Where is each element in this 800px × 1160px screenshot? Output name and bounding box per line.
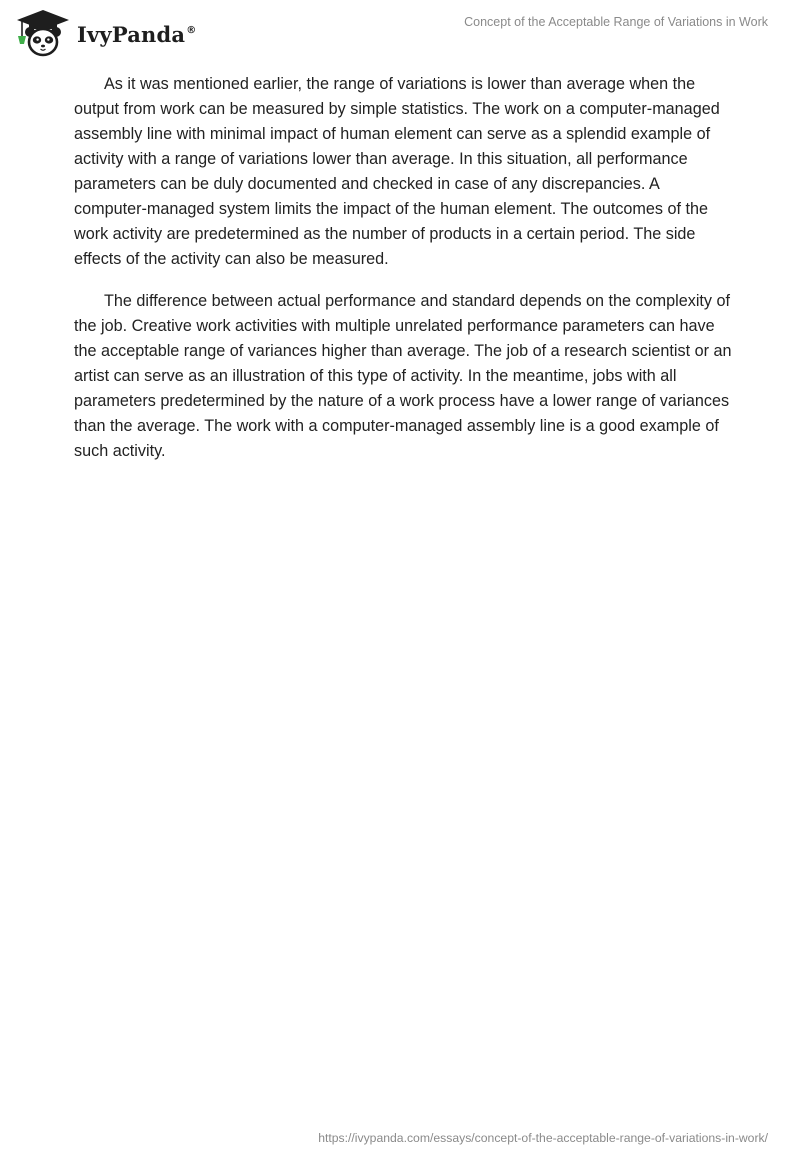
- source-url-link[interactable]: https://ivypanda.com/essays/concept-of-the-acceptable-range-of-variations-in-work/: [318, 1131, 768, 1145]
- paragraph: As it was mentioned earlier, the range of variations is lower than average when the output from work can be measured by simple statistics. The work on a computer-managed assembly line with minimal impact of human element can serve as a splendid example of activity with a range of variations lower than average. In this situation, all performance parameters can be duly documented and checked in case of any discrepancies. A computer-managed system limits the impact of the human element. The outcomes of the work activity are predetermined as the number of products in a certain period. The side effects of the activity can also be measured.: [74, 75, 720, 268]
- registered-mark: ®: [186, 24, 197, 36]
- brand-name: [77, 22, 196, 47]
- paragraph: The difference between actual performance and standard depends on the complexity of the job. Creative work activities with multiple unrelated performance parameters can have the acceptable range of variances higher than average. The job of a research scientist or an artist can serve as an illustration of this type of activity. In the meantime, jobs with all parameters predetermined by the nature of a work process have a lower range of variances than the average. The work with a computer-managed assembly line is a good example of such activity.: [74, 292, 732, 460]
- brand-logo[interactable]: [15, 8, 196, 58]
- document-title: Concept of the Acceptable Range of Variations in Work: [464, 15, 768, 29]
- panda-graduate-icon: [15, 8, 71, 58]
- brand-name-text: IvyPanda: [77, 21, 186, 47]
- essay-body: [74, 72, 734, 481]
